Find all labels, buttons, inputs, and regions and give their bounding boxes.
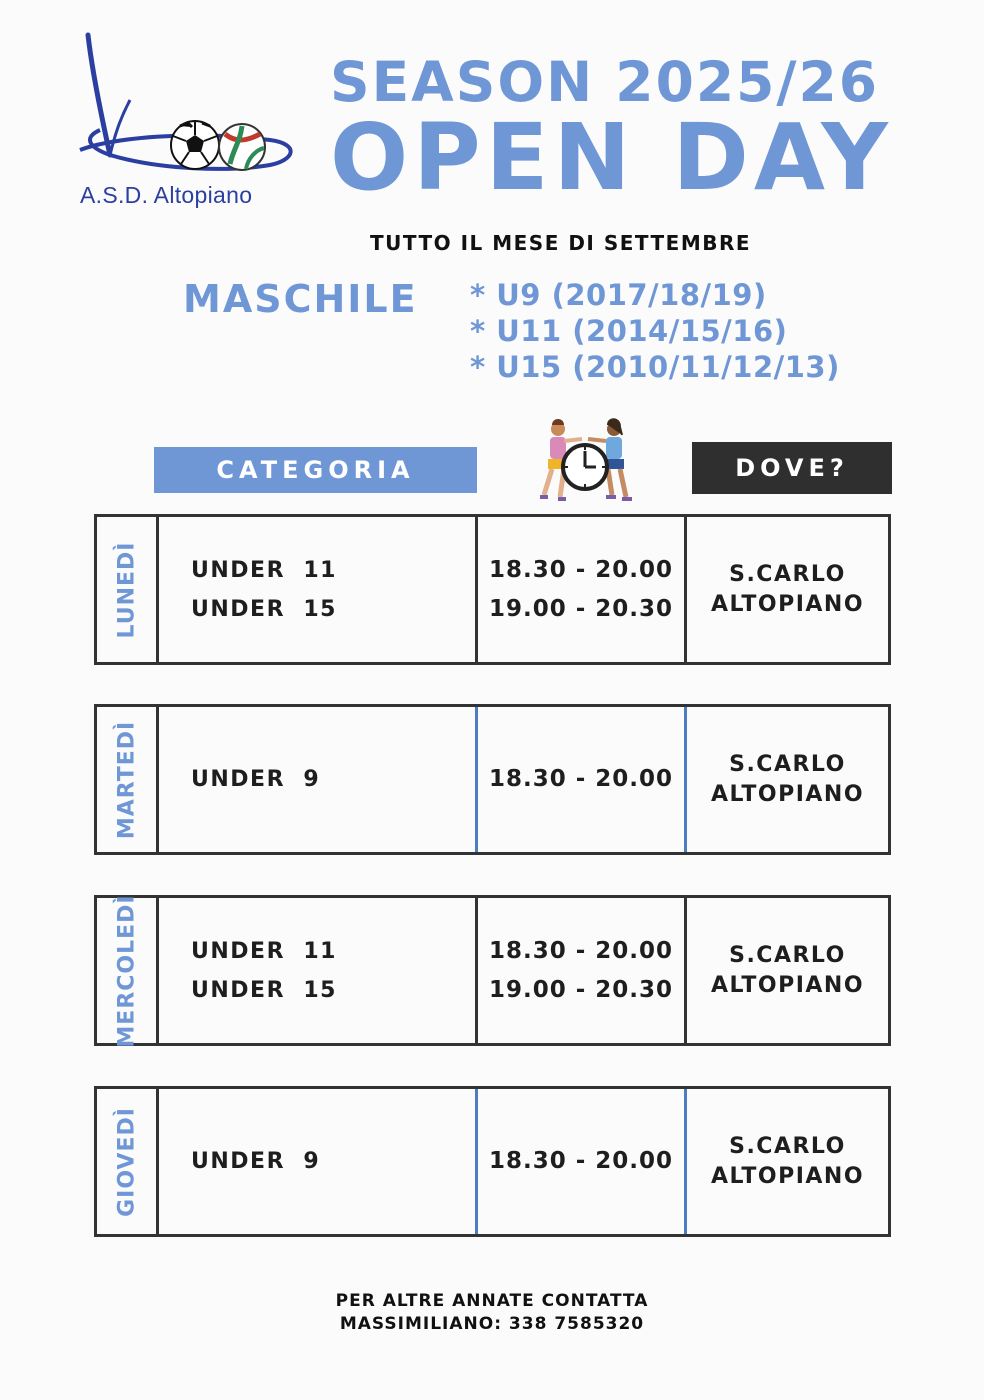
players-clock-illustration bbox=[530, 415, 640, 511]
place-line: ALTOPIANO bbox=[710, 1163, 865, 1189]
place-cell bbox=[687, 898, 888, 1043]
place-line: S.CARLO bbox=[729, 1133, 846, 1159]
day-label: GIOVEDÌ bbox=[114, 1106, 139, 1217]
season-heading: SEASON 2025/26 bbox=[330, 50, 879, 114]
place-line: ALTOPIANO bbox=[710, 972, 865, 998]
time-item: 18.30 - 20.00 bbox=[488, 556, 674, 583]
where-header: DOVE? bbox=[692, 442, 892, 494]
category-item: UNDER 9 bbox=[191, 1149, 321, 1174]
schedule-row-thursday bbox=[94, 1086, 891, 1237]
time-cell bbox=[478, 517, 687, 662]
category-item: UNDER 9 bbox=[191, 767, 321, 792]
time-item: 18.30 - 20.00 bbox=[488, 937, 674, 964]
footer-contact: MASSIMILIANO: 338 7585320 bbox=[339, 1314, 645, 1334]
place-line: ALTOPIANO bbox=[710, 591, 865, 617]
age-group-item: * U11 (2014/15/16) bbox=[470, 314, 788, 348]
age-groups-list bbox=[470, 277, 840, 385]
category-cell bbox=[159, 898, 478, 1043]
category-header: CATEGORIA bbox=[154, 447, 477, 493]
period-subtitle: TUTTO IL MESE DI SETTEMBRE bbox=[370, 231, 752, 255]
place-cell bbox=[687, 1089, 888, 1234]
footer-line: PER ALTRE ANNATE CONTATTA bbox=[335, 1291, 649, 1311]
gender-label: MASCHILE bbox=[183, 277, 418, 321]
time-item: 18.30 - 20.00 bbox=[488, 1148, 674, 1174]
volleyball-icon bbox=[219, 124, 265, 170]
schedule-row-tuesday bbox=[94, 704, 891, 855]
place-line: ALTOPIANO bbox=[710, 781, 865, 807]
place-cell bbox=[687, 517, 888, 662]
place-line: S.CARLO bbox=[729, 942, 846, 968]
day-cell bbox=[97, 707, 159, 852]
category-cell bbox=[159, 707, 478, 852]
place-cell bbox=[687, 707, 888, 852]
day-label: MERCOLEDÌ bbox=[114, 893, 139, 1048]
time-item: 19.00 - 20.30 bbox=[488, 595, 674, 622]
category-item: UNDER 15 bbox=[191, 977, 337, 1003]
day-cell bbox=[97, 1089, 159, 1234]
category-item: UNDER 15 bbox=[191, 596, 337, 622]
category-cell bbox=[159, 517, 478, 662]
club-name: A.S.D. Altopiano bbox=[80, 182, 253, 208]
age-group-item: * U15 (2010/11/12/13) bbox=[470, 350, 840, 384]
day-cell bbox=[97, 893, 159, 1048]
place-line: S.CARLO bbox=[729, 561, 846, 587]
schedule-row-monday bbox=[94, 514, 891, 665]
day-label: MARTEDÌ bbox=[114, 720, 139, 839]
time-item: 18.30 - 20.00 bbox=[488, 766, 674, 792]
category-cell bbox=[159, 1089, 478, 1234]
time-cell bbox=[478, 1089, 687, 1234]
category-item: UNDER 11 bbox=[191, 938, 337, 964]
time-cell bbox=[478, 707, 687, 852]
schedule-row-wednesday bbox=[94, 895, 891, 1046]
day-cell bbox=[97, 517, 159, 662]
place-line: S.CARLO bbox=[729, 751, 846, 777]
category-item: UNDER 11 bbox=[191, 557, 337, 583]
day-label: LUNEDÌ bbox=[114, 541, 139, 638]
time-item: 19.00 - 20.30 bbox=[488, 976, 674, 1003]
soccer-ball-icon bbox=[171, 121, 219, 169]
page-title: OPEN DAY bbox=[330, 104, 893, 211]
contact-footer bbox=[0, 1290, 984, 1336]
age-group-item: * U9 (2017/18/19) bbox=[470, 278, 767, 312]
time-cell bbox=[478, 898, 687, 1043]
